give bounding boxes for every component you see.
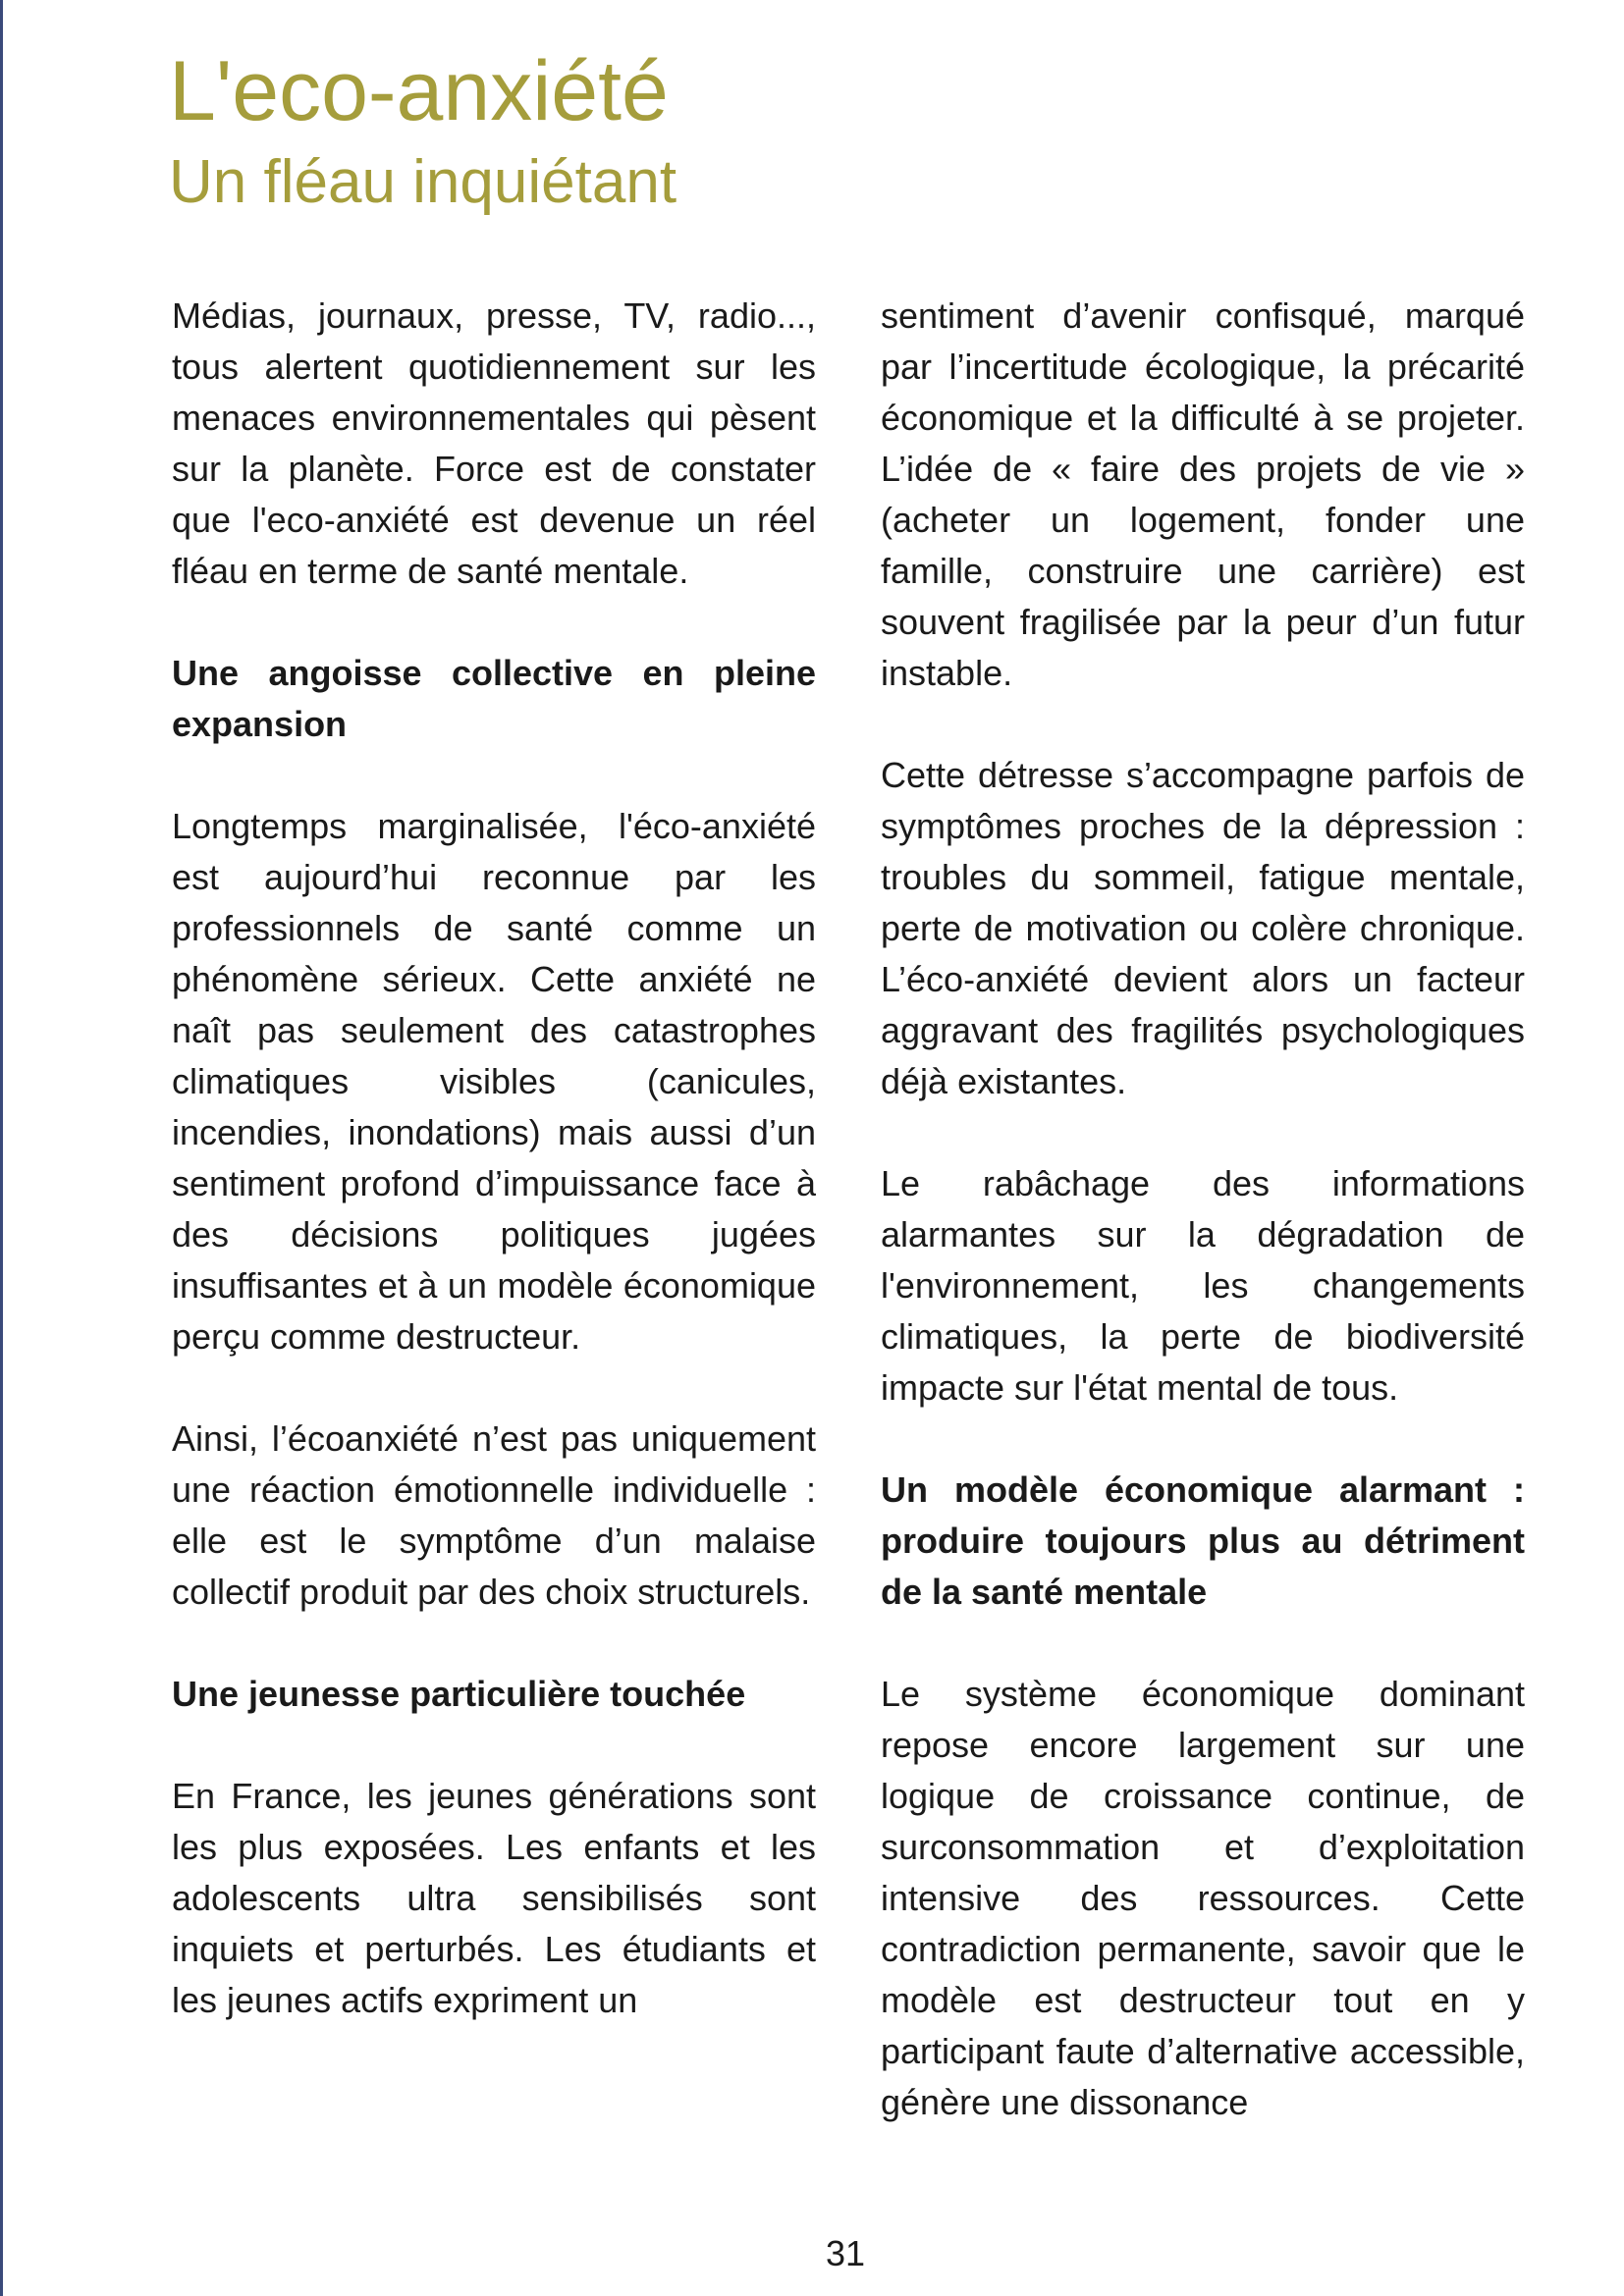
paragraph-information: Le rabâchage des informations alarmantes sur la dégradation de l'environnement, les changements climatiques, la perte de biodiversité impacte sur l'état mental de tous.	[881, 1163, 1525, 1408]
page-edge-line	[0, 0, 3, 2296]
left-column	[172, 291, 816, 2026]
page-subtitle: Un fléau inquiétant	[169, 148, 677, 216]
paragraph-intro: Médias, journaux, presse, TV, radio..., tous alertent quotidiennement sur les menaces environnementales qui pèsent sur la planète. Force est de constater que l'eco-anxiété est devenue un réel fléau en terme de santé mentale.	[172, 295, 816, 591]
page-title: L'eco-anxiété	[169, 44, 669, 138]
paragraph-recognition: Longtemps marginalisée, l'éco-anxiété est aujourd’hui reconnue par les professionnels de santé comme un phénomène sérieux. Cette anxiété ne naît pas seulement des catastrophes climatiques visibles (canicules, incendies, inondations) mais aussi d’un sentiment profond d’impuissance face à des décisions politiques jugées insuffisantes et à un modèle économique perçu comme destructeur.	[172, 806, 816, 1357]
right-column	[881, 291, 1525, 2128]
page-number: 31	[825, 2233, 866, 2273]
paragraph-youth: En France, les jeunes générations sont les plus exposées. Les enfants et les adolescents ultra sensibilisés sont inquiets et perturbés. Les étudiants et les jeunes actifs expriment un	[172, 1776, 816, 2020]
section-heading-youth: Une jeunesse particulière touchée	[172, 1674, 746, 1714]
section-heading-collective-anguish: Une angoisse collective en pleine expansion	[172, 653, 816, 744]
paragraph-economic-system: Le système économique dominant repose encore largement sur une logique de croissance continue, de surconsommation et d’exploitation intensive des ressources. Cette contradiction permanente, savoir que le modèle est destructeur tout en y participant faute d’alternative accessible, génère une dissonance	[881, 1674, 1525, 2122]
paragraph-distress: Cette détresse s’accompagne parfois de symptômes proches de la dépression : troubles du sommeil, fatigue mentale, perte de motivation ou colère chronique. L’éco-anxiété devient alors un facteur aggravant des fragilités psychologiques déjà existantes.	[881, 755, 1525, 1101]
section-heading-economic-model: Un modèle économique alarmant : produire toujours plus au détriment de la santé mentale	[881, 1469, 1525, 1612]
paragraph-future: sentiment d’avenir confisqué, marqué par l’incertitude écologique, la précarité économique et la difficulté à se projeter. L’idée de « faire des projets de vie » (acheter un logement, fonder une famille, construire une carrière) est souvent fragilisée par la peur d’un futur instable.	[881, 295, 1525, 693]
paragraph-collective-malaise: Ainsi, l’écoanxiété n’est pas uniquement une réaction émotionnelle individuelle : elle est le symptôme d’un malaise collectif produit par des choix structurels.	[172, 1418, 816, 1612]
